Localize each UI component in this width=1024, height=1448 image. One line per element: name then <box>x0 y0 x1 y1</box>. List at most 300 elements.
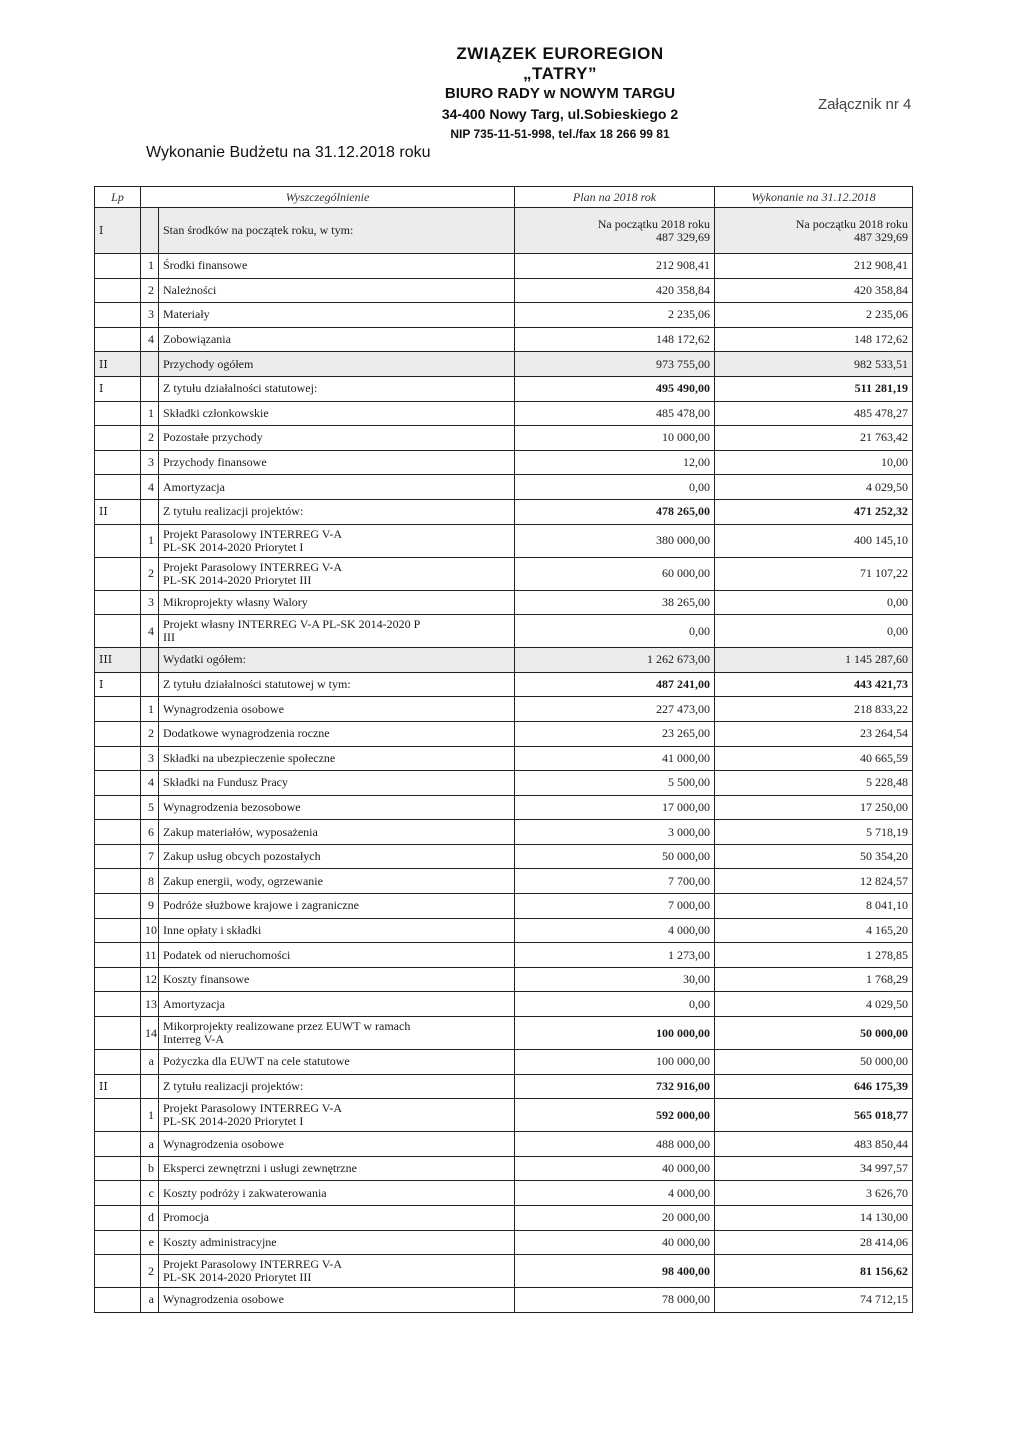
row-number: 2 <box>141 557 159 590</box>
row-description <box>159 1181 515 1206</box>
execution-value: 34 997,57 <box>715 1156 913 1181</box>
row-lp <box>95 697 141 722</box>
row-description <box>159 254 515 279</box>
row-number: 1 <box>141 254 159 279</box>
plan-value: 212 908,41 <box>515 254 715 279</box>
execution-value: 28 414,06 <box>715 1230 913 1255</box>
execution-value: 1 145 287,60 <box>715 648 913 673</box>
table-row <box>95 327 913 352</box>
row-description-line: Dodatkowe wynagrodzenia roczne <box>163 726 330 741</box>
execution-value: 4 165,20 <box>715 918 913 943</box>
row-number: 2 <box>141 721 159 746</box>
row-lp <box>95 557 141 590</box>
row-number: d <box>141 1206 159 1231</box>
row-description-line: Zakup energii, wody, ogrzewanie <box>163 873 323 888</box>
execution-value: 1 768,29 <box>715 967 913 992</box>
plan-value: 38 265,00 <box>515 590 715 615</box>
opening-exec-value: 487 329,69 <box>854 229 909 244</box>
row-description <box>159 844 515 869</box>
row-lp <box>95 1181 141 1206</box>
row-number: a <box>141 1132 159 1157</box>
row-number: 4 <box>141 327 159 352</box>
row-description <box>159 967 515 992</box>
execution-value: 23 264,54 <box>715 721 913 746</box>
table-row <box>95 590 913 615</box>
budget-table <box>94 186 913 1313</box>
row-number <box>141 376 159 401</box>
row-description-line: Pożyczka dla EUWT na cele statutowe <box>163 1054 350 1069</box>
plan-value: 60 000,00 <box>515 557 715 590</box>
execution-value: 2 235,06 <box>715 303 913 328</box>
plan-value: 17 000,00 <box>515 795 715 820</box>
row-lp <box>95 475 141 500</box>
plan-value: 420 358,84 <box>515 278 715 303</box>
execution-value: 471 252,32 <box>715 499 913 524</box>
row-number: 12 <box>141 967 159 992</box>
plan-value: 227 473,00 <box>515 697 715 722</box>
row-description <box>159 1132 515 1157</box>
table-row <box>95 943 913 968</box>
table-row <box>95 869 913 894</box>
execution-value: 1 278,85 <box>715 943 913 968</box>
row-lp <box>95 1255 141 1288</box>
row-description-line: Podatek od nieruchomości <box>163 947 291 962</box>
table-row <box>95 672 913 697</box>
table-row <box>95 648 913 673</box>
row-number <box>141 1074 159 1099</box>
plan-value: 0,00 <box>515 475 715 500</box>
row-description <box>159 1074 515 1099</box>
row-description-line: Projekt Parasolowy INTERREG V-A <box>163 1257 342 1272</box>
plan-value: 732 916,00 <box>515 1074 715 1099</box>
row-description-line: Zakup usług obcych pozostałych <box>163 849 321 864</box>
execution-value: 21 763,42 <box>715 426 913 451</box>
table-row <box>95 820 913 845</box>
plan-value: 50 000,00 <box>515 844 715 869</box>
plan-value: 20 000,00 <box>515 1206 715 1231</box>
row-description-line: Eksperci zewnętrzni i usługi zewnętrzne <box>163 1161 357 1176</box>
row-description-line: Z tytułu działalności statutowej: <box>163 381 318 396</box>
row-lp <box>95 303 141 328</box>
table-row <box>95 697 913 722</box>
row-description-line: Koszty administracyjne <box>163 1234 277 1249</box>
plan-value: 495 490,00 <box>515 376 715 401</box>
row-description <box>159 918 515 943</box>
row-number <box>141 352 159 377</box>
row-description-line: Pozostałe przychody <box>163 430 263 445</box>
table-row <box>95 303 913 328</box>
table-row <box>95 1074 913 1099</box>
row-number: 4 <box>141 615 159 648</box>
opening-plan-value: 487 329,69 <box>656 229 711 244</box>
plan-value: 1 273,00 <box>515 943 715 968</box>
row-description-line: Należności <box>163 282 217 297</box>
row-description-line: Projekt Parasolowy INTERREG V-A <box>163 1101 342 1116</box>
row-description <box>159 1050 515 1075</box>
row-number: e <box>141 1230 159 1255</box>
attachment-label: Załącznik nr 4 <box>818 96 912 113</box>
row-description <box>159 352 515 377</box>
row-lp <box>95 844 141 869</box>
row-number <box>141 672 159 697</box>
row-description <box>159 992 515 1017</box>
row-description-line: Przychody finansowe <box>163 455 267 470</box>
row-description-line: PL-SK 2014-2020 Priorytet III <box>163 572 312 587</box>
row-description <box>159 820 515 845</box>
plan-value: 40 000,00 <box>515 1230 715 1255</box>
table-row <box>95 376 913 401</box>
execution-value: 50 354,20 <box>715 844 913 869</box>
row-description-line: Środki finansowe <box>163 258 248 273</box>
execution-value: 71 107,22 <box>715 557 913 590</box>
plan-value: 488 000,00 <box>515 1132 715 1157</box>
execution-value: 8 041,10 <box>715 894 913 919</box>
plan-value: 23 265,00 <box>515 721 715 746</box>
execution-value: 212 908,41 <box>715 254 913 279</box>
row-lp <box>95 327 141 352</box>
row-number: 7 <box>141 844 159 869</box>
plan-value: 98 400,00 <box>515 1255 715 1288</box>
execution-value: 565 018,77 <box>715 1099 913 1132</box>
row-lp <box>95 967 141 992</box>
table-row <box>95 352 913 377</box>
plan-value: 12,00 <box>515 450 715 475</box>
plan-value: 485 478,00 <box>515 401 715 426</box>
organization-stamp <box>430 44 690 144</box>
table-row <box>95 795 913 820</box>
row-description-line: Z tytułu realizacji projektów: <box>163 504 304 519</box>
plan-value: 592 000,00 <box>515 1099 715 1132</box>
row-number: 3 <box>141 746 159 771</box>
execution-value: 81 156,62 <box>715 1255 913 1288</box>
plan-value: 1 262 673,00 <box>515 648 715 673</box>
opening-exec-cell <box>715 208 913 254</box>
execution-value: 50 000,00 <box>715 1050 913 1075</box>
table-row <box>95 967 913 992</box>
row-description <box>159 475 515 500</box>
row-number: 3 <box>141 450 159 475</box>
row-lp <box>95 992 141 1017</box>
execution-value: 74 712,15 <box>715 1288 913 1313</box>
execution-value: 483 850,44 <box>715 1132 913 1157</box>
row-lp <box>95 1099 141 1132</box>
row-description-line: Zobowiązania <box>163 332 231 347</box>
row-description <box>159 894 515 919</box>
table-row <box>95 1230 913 1255</box>
row-description-line: Składki członkowskie <box>163 405 269 420</box>
row-description-line: Projekt Parasolowy INTERREG V-A <box>163 559 342 574</box>
plan-value: 3 000,00 <box>515 820 715 845</box>
table-row <box>95 557 913 590</box>
row-lp <box>95 746 141 771</box>
execution-value: 218 833,22 <box>715 697 913 722</box>
row-lp: II <box>95 352 141 377</box>
execution-value: 420 358,84 <box>715 278 913 303</box>
opening-exec-label: Na początku 2018 roku <box>795 216 909 231</box>
row-number: 1 <box>141 524 159 557</box>
row-lp <box>95 615 141 648</box>
row-description <box>159 869 515 894</box>
table-row <box>95 1288 913 1313</box>
row-description <box>159 1288 515 1313</box>
row-description <box>159 672 515 697</box>
row-lp <box>95 795 141 820</box>
row-lp <box>95 894 141 919</box>
row-number: 1 <box>141 401 159 426</box>
table-row <box>95 1255 913 1288</box>
opening-plan-label: Na początku 2018 roku <box>597 216 711 231</box>
table-row <box>95 992 913 1017</box>
row-number: 4 <box>141 771 159 796</box>
table-row <box>95 771 913 796</box>
row-number: 1 <box>141 1099 159 1132</box>
table-row <box>95 844 913 869</box>
row-description <box>159 401 515 426</box>
plan-value: 478 265,00 <box>515 499 715 524</box>
row-description-line: Wydatki ogółem: <box>163 652 246 667</box>
row-description-line: Amortyzacja <box>163 479 225 494</box>
row-lp: I <box>95 376 141 401</box>
row-description <box>159 697 515 722</box>
plan-value: 100 000,00 <box>515 1017 715 1050</box>
column-header-description: Wyszczególnienie <box>141 187 515 208</box>
plan-value: 0,00 <box>515 615 715 648</box>
plan-value: 78 000,00 <box>515 1288 715 1313</box>
row-description-line: Interreg V-A <box>163 1032 224 1047</box>
table-row <box>95 894 913 919</box>
stamp-line: 34-400 Nowy Targ, ul.Sobieskiego 2 <box>441 106 679 122</box>
plan-value: 4 000,00 <box>515 918 715 943</box>
execution-value: 14 130,00 <box>715 1206 913 1231</box>
row-description <box>159 376 515 401</box>
row-number: 6 <box>141 820 159 845</box>
table-row <box>95 450 913 475</box>
table-row <box>95 746 913 771</box>
plan-value: 5 500,00 <box>515 771 715 796</box>
execution-value: 982 533,51 <box>715 352 913 377</box>
row-description <box>159 1206 515 1231</box>
row-number: a <box>141 1288 159 1313</box>
table-row <box>95 1206 913 1231</box>
opening-plan-cell <box>515 208 715 254</box>
row-lp <box>95 450 141 475</box>
stamp-line: NIP 735-11-51-998, tel./fax 18 266 99 81 <box>450 127 670 141</box>
table-row <box>95 721 913 746</box>
table-header-row <box>95 187 913 208</box>
execution-value: 4 029,50 <box>715 992 913 1017</box>
row-lp <box>95 721 141 746</box>
table-row <box>95 1017 913 1050</box>
row-description <box>159 648 515 673</box>
row-lp <box>95 1288 141 1313</box>
plan-value: 10 000,00 <box>515 426 715 451</box>
plan-value: 7 700,00 <box>515 869 715 894</box>
execution-value: 511 281,19 <box>715 376 913 401</box>
row-description-line: Mikorprojekty realizowane przez EUWT w ramach <box>163 1019 411 1034</box>
column-header-plan: Plan na 2018 rok <box>515 187 715 208</box>
row-description-line: Zakup materiałów, wyposażenia <box>163 824 318 839</box>
opening-balance-row <box>95 208 913 254</box>
row-description <box>159 771 515 796</box>
row-lp <box>95 401 141 426</box>
row-description <box>159 1099 515 1132</box>
row-description <box>159 327 515 352</box>
row-number <box>141 648 159 673</box>
row-lp: II <box>95 1074 141 1099</box>
row-lp: II <box>95 499 141 524</box>
row-number: 8 <box>141 869 159 894</box>
row-number: b <box>141 1156 159 1181</box>
column-header-execution: Wykonanie na 31.12.2018 <box>715 187 913 208</box>
row-description: Stan środków na początek roku, w tym: <box>159 208 515 254</box>
row-number: 2 <box>141 278 159 303</box>
row-description <box>159 721 515 746</box>
row-description-line: Wynagrodzenia osobowe <box>163 1136 284 1151</box>
row-description-line: Materiały <box>163 307 210 322</box>
table-row <box>95 278 913 303</box>
plan-value: 4 000,00 <box>515 1181 715 1206</box>
table-row <box>95 918 913 943</box>
row-number: 2 <box>141 426 159 451</box>
execution-value: 17 250,00 <box>715 795 913 820</box>
row-description-line: PL-SK 2014-2020 Priorytet I <box>163 539 304 554</box>
row-description <box>159 499 515 524</box>
row-number <box>141 499 159 524</box>
row-description-line: Wynagrodzenia osobowe <box>163 701 284 716</box>
row-lp <box>95 918 141 943</box>
row-lp <box>95 820 141 845</box>
execution-value: 400 145,10 <box>715 524 913 557</box>
table-row <box>95 426 913 451</box>
table-row <box>95 1181 913 1206</box>
plan-value: 100 000,00 <box>515 1050 715 1075</box>
row-number: 2 <box>141 1255 159 1288</box>
row-lp <box>95 869 141 894</box>
row-description-line: Koszty podróży i zakwaterowania <box>163 1185 327 1200</box>
row-description-line: Składki na Fundusz Pracy <box>163 775 288 790</box>
row-number: a <box>141 1050 159 1075</box>
row-lp: I <box>95 208 141 254</box>
execution-value: 3 626,70 <box>715 1181 913 1206</box>
row-description <box>159 1017 515 1050</box>
row-description <box>159 426 515 451</box>
execution-value: 0,00 <box>715 615 913 648</box>
document-title: Wykonanie Budżetu na 31.12.2018 roku <box>146 144 431 161</box>
table-row <box>95 254 913 279</box>
table-row <box>95 1050 913 1075</box>
row-number: 14 <box>141 1017 159 1050</box>
stamp-line: BIURO RADY w NOWYM TARGU <box>444 85 676 102</box>
row-description-line: Przychody ogółem <box>163 356 254 371</box>
row-description-line: Z tytułu realizacji projektów: <box>163 1078 304 1093</box>
row-lp <box>95 1230 141 1255</box>
row-description-line: Składki na ubezpieczenie społeczne <box>163 750 336 765</box>
row-number: 3 <box>141 590 159 615</box>
row-description-line: Inne opłaty i składki <box>163 922 262 937</box>
table-body <box>95 208 913 1313</box>
plan-value: 7 000,00 <box>515 894 715 919</box>
row-description <box>159 746 515 771</box>
row-description <box>159 278 515 303</box>
row-description <box>159 557 515 590</box>
row-number <box>141 208 159 254</box>
row-description-line: Amortyzacja <box>163 996 225 1011</box>
row-description-line: PL-SK 2014-2020 Priorytet III <box>163 1270 312 1285</box>
row-lp <box>95 943 141 968</box>
table-row <box>95 1156 913 1181</box>
row-number: c <box>141 1181 159 1206</box>
execution-value: 0,00 <box>715 590 913 615</box>
row-number: 11 <box>141 943 159 968</box>
row-number: 4 <box>141 475 159 500</box>
row-number: 1 <box>141 697 159 722</box>
plan-value: 40 000,00 <box>515 1156 715 1181</box>
row-description <box>159 1230 515 1255</box>
row-lp <box>95 771 141 796</box>
row-description-line: Wynagrodzenia osobowe <box>163 1292 284 1307</box>
execution-value: 646 175,39 <box>715 1074 913 1099</box>
execution-value: 4 029,50 <box>715 475 913 500</box>
execution-value: 485 478,27 <box>715 401 913 426</box>
row-number: 10 <box>141 918 159 943</box>
row-lp <box>95 278 141 303</box>
table-row <box>95 475 913 500</box>
row-description <box>159 615 515 648</box>
row-number: 3 <box>141 303 159 328</box>
execution-value: 10,00 <box>715 450 913 475</box>
row-lp <box>95 590 141 615</box>
row-description-line: Z tytułu działalności statutowej w tym: <box>163 677 351 692</box>
row-description-line: Promocja <box>163 1210 209 1225</box>
plan-value: 2 235,06 <box>515 303 715 328</box>
execution-value: 148 172,62 <box>715 327 913 352</box>
execution-value: 40 665,59 <box>715 746 913 771</box>
plan-value: 380 000,00 <box>515 524 715 557</box>
table-row <box>95 524 913 557</box>
row-lp <box>95 524 141 557</box>
row-number: 9 <box>141 894 159 919</box>
row-number: 5 <box>141 795 159 820</box>
row-description-line: Mikroprojekty własny Walory <box>163 594 308 609</box>
plan-value: 973 755,00 <box>515 352 715 377</box>
plan-value: 487 241,00 <box>515 672 715 697</box>
row-number: 13 <box>141 992 159 1017</box>
table-row <box>95 615 913 648</box>
row-description <box>159 590 515 615</box>
table-row <box>95 401 913 426</box>
row-lp <box>95 254 141 279</box>
row-lp <box>95 1132 141 1157</box>
plan-value: 41 000,00 <box>515 746 715 771</box>
table-row <box>95 1132 913 1157</box>
row-lp <box>95 1206 141 1231</box>
row-description <box>159 450 515 475</box>
row-lp <box>95 1156 141 1181</box>
stamp-line: ZWIĄZEK EUROREGION „TATRY” <box>456 44 664 83</box>
row-description <box>159 303 515 328</box>
plan-value: 30,00 <box>515 967 715 992</box>
row-lp <box>95 1017 141 1050</box>
plan-value: 0,00 <box>515 992 715 1017</box>
row-lp: I <box>95 672 141 697</box>
row-description <box>159 1255 515 1288</box>
row-description <box>159 1156 515 1181</box>
table-row <box>95 1099 913 1132</box>
execution-value: 50 000,00 <box>715 1017 913 1050</box>
table-row <box>95 499 913 524</box>
row-lp <box>95 426 141 451</box>
row-description-line: Projekt własny INTERREG V-A PL-SK 2014-2020 P <box>163 617 421 632</box>
